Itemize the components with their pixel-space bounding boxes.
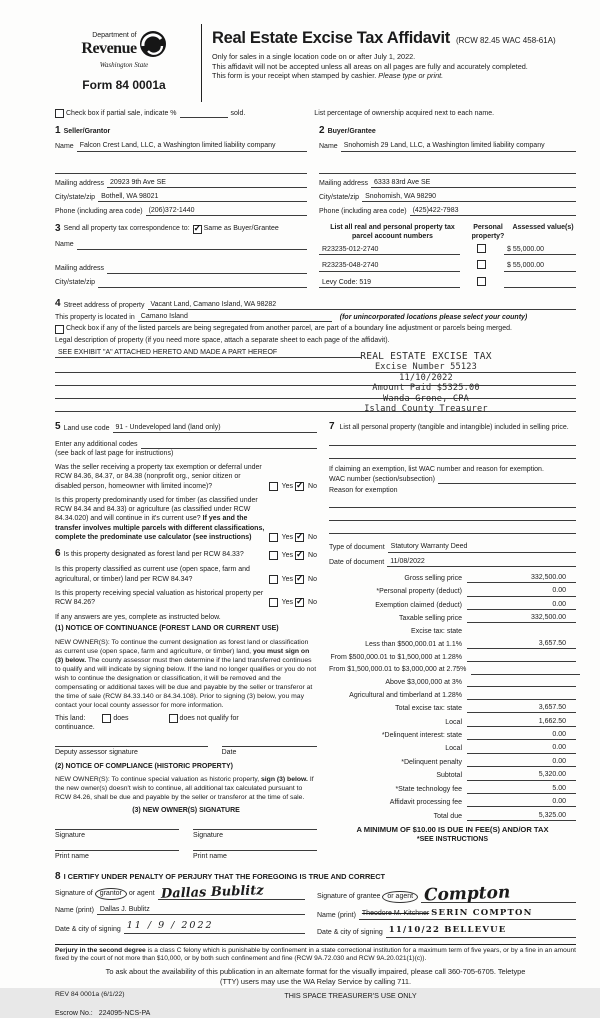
parcel-number-field[interactable]: R23235-048-2740 — [319, 261, 460, 271]
yes-label: Yes — [281, 598, 294, 606]
deputy-assessor-date-field[interactable]: Date — [222, 746, 317, 757]
alternate-format-note: To ask about the availability of this publication in an alternate format for the visually impaired, please call 360-705-6705. Teletype (TTY) users may use the WA Relay Service by calling 711. — [105, 967, 526, 987]
section3-row — [55, 222, 307, 235]
perjury-notice: Perjury in the second degree is a class C felony which is punishable by confinement in a state correctional institution for a maximum term of five years, or by a fine in an amount fixed by the court of not more than $10,000, or by both such confinement and fine (RCW 9A.72.030 and RCW 9A.20.021(1)(c)). — [55, 944, 576, 965]
fee-row-value[interactable]: 0.00 — [467, 586, 576, 596]
partial-sale-checkbox[interactable] — [55, 109, 64, 118]
buyer-phone-field[interactable]: (425)422-7983 — [410, 206, 576, 216]
escrow-number-label: Escrow No.: — [55, 1009, 93, 1017]
exhibit-a-field[interactable]: SEE EXHIBIT "A" ATTACHED HERETO AND MADE A PART HEREOF — [55, 348, 361, 358]
property-address-section — [55, 297, 576, 415]
form-title: Real Estate Excise Tax Affidavit — [212, 29, 451, 47]
if-any-yes-note: If any answers are yes, complete as instructed below. — [55, 614, 221, 622]
fee-row — [329, 678, 576, 688]
no-label: No — [308, 598, 317, 606]
correspondence-mailing-field[interactable] — [107, 264, 307, 274]
fee-row — [329, 743, 576, 753]
fee-row-label: Total excise tax: state — [395, 705, 462, 713]
wac-number-label: WAC number (section/subsection) — [329, 475, 435, 483]
new-owner-signature-field-1[interactable]: Signature — [55, 829, 179, 840]
section5-number: 5 — [55, 420, 61, 432]
seller-name-extra-line[interactable] — [55, 164, 307, 174]
grantee-date-city-label: Date & city of signing — [317, 929, 383, 937]
correspondence-name-field[interactable] — [77, 240, 307, 250]
new-owner-printname-field-1[interactable]: Print name — [55, 850, 179, 861]
new-owner-printname-field-2[interactable]: Print name — [193, 850, 317, 861]
washington-state-label: Washington State — [99, 61, 149, 70]
blank-line[interactable] — [329, 433, 576, 446]
seller-name-field[interactable]: Falcon Crest Land, LLC, a Washington limited liability company — [77, 141, 307, 151]
new-owner-printname-row — [55, 850, 317, 861]
section3-number: 3 — [55, 223, 61, 235]
footer-row — [55, 991, 576, 1001]
rev-form-number: REV 84 0001a (6/1/22) — [55, 991, 125, 999]
yes-no-group — [265, 533, 317, 542]
segregated-parcels-label: Check box if any of the listed parcels are being segregated from another parcel, are part of a boundary line adjustment or parcels being merged. — [66, 325, 512, 333]
grantee-signature-handwriting: Compton — [423, 882, 511, 906]
land-use-code-field[interactable]: 91 - Undeveloped land (land only) — [113, 423, 318, 433]
grantor-circled-word: grantor — [95, 888, 127, 900]
type-of-document-field[interactable]: Statutory Warranty Deed — [388, 542, 576, 552]
fee-row — [329, 627, 576, 636]
fee-row — [329, 600, 576, 610]
buyer-grantee-title: Buyer/Grantee — [327, 128, 376, 136]
section2-number: 2 — [319, 125, 325, 137]
revenue-logo-icon — [139, 30, 167, 61]
form-header — [55, 24, 576, 102]
partial-sale-percent-field[interactable] — [180, 108, 228, 118]
located-in-field[interactable]: Camano Island — [138, 312, 332, 322]
blank-line[interactable] — [55, 386, 576, 399]
q3-no-checkbox[interactable] — [295, 551, 304, 560]
stamp-treasurer-name: Wanda Grone, CPA — [383, 393, 469, 404]
additional-codes-field[interactable] — [141, 439, 318, 449]
see-instructions-note: *SEE INSTRUCTIONS — [416, 835, 489, 843]
blank-line[interactable] — [329, 508, 576, 521]
does-not-label: does not qualify for — [179, 714, 239, 722]
personal-property-section — [329, 420, 576, 433]
seller-phone-field[interactable]: (206)372-1440 — [146, 206, 307, 216]
fee-row-value[interactable]: 0.00 — [467, 743, 576, 753]
partial-sale-label: Check box if partial sale, indicate % — [66, 109, 177, 117]
current-use-question: Is this property classified as current use (open space, farm and agricultural, or timber) land per RCW 84.34? Yes ✓ No — [55, 565, 317, 583]
parcel-row — [319, 277, 576, 288]
fee-row-label: Above $3,000,000 at 3% — [385, 679, 462, 687]
parcel2-personal-property-checkbox[interactable] — [477, 260, 486, 269]
fee-row-label: Gross selling price — [404, 574, 462, 582]
grantor-signature-handwriting: Dallas Bublitz — [160, 883, 264, 902]
fee-row-value[interactable]: 0.00 — [467, 600, 576, 610]
same-as-buyer-label: Same as Buyer/Grantee — [203, 225, 279, 233]
q4-no-checkbox[interactable] — [295, 575, 304, 584]
personal-property-fees-column — [329, 420, 576, 862]
parcel-row — [319, 260, 576, 271]
see-back-note: (see back of last page for instructions) — [55, 449, 174, 457]
fee-row — [329, 613, 576, 623]
fee-row-value[interactable] — [467, 652, 576, 662]
grantor-name-print-label: Name (print) — [55, 907, 94, 915]
blank-line[interactable] — [329, 521, 576, 534]
buyer-city-label: City/state/zip — [319, 193, 360, 201]
buyer-name-field[interactable]: Snohomish 29 Land, LLC, a Washington limited liability company — [341, 141, 576, 151]
grantor-date-city-label: Date & city of signing — [55, 925, 121, 933]
continuance-label: continuance. — [55, 724, 95, 732]
no-label: No — [308, 575, 317, 583]
parcel1-personal-property-checkbox[interactable] — [477, 244, 486, 253]
stamp-date: 11/10/2022 — [399, 372, 453, 383]
stamp-excise-number: Excise Number 55123 — [374, 362, 478, 373]
grantee-signature-block: Signature of grantee or agent Compton Name (print) Theodore M. Kitchner SERIN COMPTON Date & city of signing 11/10/22 BELLEVUE — [317, 883, 576, 938]
fee-row-label: Local — [445, 718, 462, 726]
fee-row-label: Affidavit processing fee — [389, 799, 462, 807]
seller-phone-label: Phone (including area code) — [55, 208, 143, 216]
revenue-logo-block — [55, 24, 202, 102]
form-number: Form 84 0001a — [82, 78, 166, 93]
fee-row — [329, 586, 576, 596]
new-owner-signature-row — [55, 829, 317, 840]
no-label: No — [308, 552, 317, 560]
yes-no-group — [265, 575, 317, 584]
date-of-document-field[interactable]: 11/08/2022 — [387, 557, 576, 567]
correspondence-name-label: Name — [55, 241, 74, 249]
fee-row-value[interactable] — [471, 665, 580, 675]
buyer-city-field[interactable]: Snohomish, WA 98290 — [362, 192, 576, 202]
fee-row-value[interactable]: 5,320.00 — [467, 770, 576, 780]
buyer-phone-label: Phone (including area code) — [319, 208, 407, 216]
buyer-mailing-field[interactable]: 6333 83rd Ave SE — [371, 178, 576, 188]
partial-sale-row — [55, 108, 576, 118]
seller-city-label: City/state/zip — [55, 193, 96, 201]
yes-no-group — [265, 551, 317, 560]
correspondence-city-label: City/state/zip — [55, 279, 96, 287]
personal-property-header: Personal property? — [471, 224, 505, 240]
fee-row-label: *State technology fee — [395, 785, 462, 793]
fee-row-value[interactable]: 5,325.00 — [467, 811, 576, 821]
fee-row-label: *Delinquent penalty — [401, 758, 462, 766]
fee-row-value[interactable]: 1,662.50 — [467, 717, 576, 727]
notice-continuance-body: NEW OWNER(S): To continue the current designation as forest land or classification as current use (open space, farm and agriculture, or timber) land, you must sign on (3) below. The county assessor must then determine if the land transferred continues to qualify and will indicate by signing below. If the land no longer qualifies or you do not wish to continue the designation or classification, it will be removed and the compensating or additional taxes will be due and payable by the seller or transferor at the time of sale (RCW 84.33.140 or 84.34.108). Prior to signing (3) below, you may contact your local county assessor for more information. — [55, 638, 317, 709]
fee-row — [329, 573, 576, 583]
fee-row — [329, 770, 576, 780]
section4-number: 4 — [55, 297, 61, 309]
grantor-name-print-field[interactable]: Dallas J. Bublitz — [97, 905, 305, 915]
treasurer-use-only-label: THIS SPACE TREASURER'S USE ONLY — [284, 991, 417, 1001]
deputy-assessor-signature-field[interactable]: Deputy assessor signature — [55, 746, 208, 757]
fee-row-value[interactable]: 0.00 — [467, 730, 576, 740]
q2-yes-checkbox[interactable] — [269, 533, 278, 542]
fee-row — [329, 691, 576, 701]
does-not-checkbox[interactable] — [169, 714, 178, 723]
parcel-value-field[interactable]: $ 55,000.00 — [504, 261, 576, 271]
street-address-field[interactable]: Vacant Land, Camano Island, WA 98282 — [148, 300, 577, 310]
fee-row-label: Agricultural and timberland at 1.28% — [349, 691, 462, 699]
fee-row-value — [467, 627, 576, 636]
fee-row — [329, 703, 576, 713]
fee-row — [329, 665, 576, 675]
seller-grantor-section — [55, 124, 307, 293]
fee-table — [329, 573, 576, 821]
fee-row — [329, 757, 576, 767]
subtitle-line1: Only for sales in a single location code on or after July 1, 2022. — [212, 51, 416, 61]
q3-yes-checkbox[interactable] — [269, 551, 278, 560]
seller-city-field[interactable]: Bothell, WA 98021 — [98, 192, 307, 202]
fee-row — [329, 784, 576, 794]
wac-number-field[interactable] — [438, 474, 576, 484]
fee-row-value[interactable]: 332,500.00 — [467, 573, 576, 583]
subtitle-line3: This form is your receipt when stamped by cashier. Please type or print. — [212, 71, 444, 81]
fee-row — [329, 717, 576, 727]
seller-grantor-title: Seller/Grantor — [63, 128, 111, 136]
grantee-name-struck: Theodore M. Kitchner — [361, 910, 430, 918]
grantee-date-handwriting: 11/10/22 BELLEVUE — [388, 925, 507, 936]
grantee-signature-field[interactable] — [421, 882, 576, 906]
notice-continuance-title: (1) NOTICE OF CONTINUANCE (FOREST LAND OR CURRENT USE) — [55, 625, 279, 633]
fee-row-label: From $500,000.01 to $1,500,000 at 1.28% — [330, 653, 462, 661]
minimum-due-note: A MINIMUM OF $10.00 IS DUE IN FEE(S) AND/OR TAX — [356, 824, 549, 834]
street-address-label: Street address of property — [63, 301, 145, 309]
yes-label: Yes — [281, 482, 294, 490]
parcel-row — [319, 244, 576, 255]
seller-name-label: Name — [55, 143, 74, 151]
agent-circled-word: or agent — [382, 891, 418, 903]
timber-agriculture-question: Is this property predominantly used for timber (as classified under RCW 84.34 and 84.33) or agriculture (as classified under RCW 84.34.020) and will continue in it's current use? If yes and the transfer involves multiple parcels with different classifications, complete the predominate use calculator (see instructions) Yes ✓ No — [55, 496, 317, 542]
fee-row-label: Local — [445, 745, 462, 753]
blank-line[interactable] — [329, 495, 576, 508]
q5-yes-checkbox[interactable] — [269, 598, 278, 607]
subtitle-line2: This affidavit will not be accepted unless all areas on all pages are fully and accurately completed. — [212, 61, 528, 71]
grantee-date-city-field[interactable] — [386, 925, 576, 937]
stamp-title: REAL ESTATE EXCISE TAX — [360, 350, 492, 362]
personal-property-label: List all personal property (tangible and intangible) included in selling price. — [339, 423, 569, 431]
fee-row-value[interactable]: 5.00 — [467, 784, 576, 794]
fee-row-label: *Delinquent interest: state — [381, 732, 462, 740]
dept-of-label: Department of — [92, 32, 137, 40]
fee-row-label: Total due — [433, 812, 462, 820]
q2-no-checkbox[interactable] — [295, 533, 304, 542]
does-label: does — [113, 714, 129, 722]
section7-number: 7 — [329, 420, 335, 432]
parcel-number-field[interactable]: Levy Code: 519 — [319, 278, 460, 288]
yes-no-group — [265, 482, 317, 491]
type-of-document-label: Type of document — [329, 544, 385, 552]
fee-row — [329, 811, 576, 821]
yes-no-group — [265, 598, 317, 607]
fee-row-value[interactable]: 0.00 — [467, 797, 576, 807]
stamp-treasurer-title: Island County Treasurer — [364, 404, 488, 415]
no-label: No — [308, 482, 317, 490]
seller-mailing-label: Mailing address — [55, 179, 105, 187]
correspondence-label: Send all property tax correspondence to: — [63, 225, 190, 233]
section1-number: 1 — [55, 125, 61, 137]
grantor-signature-block: Signature of grantor or agent Dallas Bublitz Name (print) Dallas J. Bublitz Date & city of signing 11 / 9 / 2022 — [55, 883, 305, 938]
fee-row-label: Excise tax: state — [411, 627, 462, 635]
q1-no-checkbox[interactable] — [295, 482, 304, 491]
grantee-name-print-label: Name (print) — [317, 912, 356, 920]
form-title-code: (RCW 82.45 WAC 458-61A) — [455, 36, 556, 45]
notice-compliance-title: (2) NOTICE OF COMPLIANCE (HISTORIC PROPERTY) — [55, 762, 233, 770]
fee-row-label: Taxable selling price — [398, 615, 462, 623]
fee-row-value[interactable]: 3,657.50 — [467, 639, 576, 649]
additional-codes-label: Enter any additional codes — [55, 440, 138, 448]
buyer-grantee-section — [319, 124, 576, 293]
same-as-buyer-checkbox[interactable] — [193, 225, 202, 234]
certify-statement: I CERTIFY UNDER PENALTY OF PERJURY THAT THE FOREGOING IS TRUE AND CORRECT — [63, 871, 386, 881]
located-in-label: This property is located in — [55, 314, 135, 322]
fee-row-value[interactable]: 3,657.50 — [467, 703, 576, 713]
fee-row-label: Subtotal — [436, 772, 462, 780]
notice-compliance-body: NEW OWNER(S): To continue special valuation as historic property, sign (3) below. If the new owner(s) doesn't wish to continue, all additional tax calculated pursuant to RCW 84.26, shall be due and payable by the seller or transferor at the time of sale. — [55, 775, 314, 801]
seller-mailing-field[interactable]: 20923 9th Ave SE — [107, 178, 307, 188]
fee-row — [329, 639, 576, 649]
exemption-deferral-question: Was the seller receiving a property tax exemption or deferral under RCW 84.36, 84.37, or 84.38 (nonprofit org., senior citizen or disabled person, homeowner with limited income)? Yes ✓ No — [55, 463, 317, 491]
type-or-print-note: Please type or print. — [378, 71, 444, 81]
section8-number: 8 — [55, 870, 61, 882]
yes-label: Yes — [281, 533, 294, 541]
grantor-signature-field[interactable] — [158, 883, 305, 902]
blank-line[interactable] — [55, 373, 576, 386]
land-qualify-row — [55, 714, 317, 723]
grantee-name-handwriting: SERIN COMPTON — [431, 908, 533, 919]
land-use-code-label: Land use code — [63, 424, 110, 432]
correspondence-mailing-label: Mailing address — [55, 265, 105, 273]
does-checkbox[interactable] — [102, 714, 111, 723]
fee-row — [329, 652, 576, 662]
deputy-assessor-row — [55, 746, 317, 757]
correspondence-city-field[interactable] — [98, 278, 307, 288]
sold-label: sold. — [230, 109, 246, 117]
parcel-value-field[interactable]: $ 55,000.00 — [504, 245, 576, 255]
fee-row-value[interactable] — [467, 691, 576, 701]
assessed-value-header: Assessed value(s) — [512, 224, 574, 232]
grantor-date-handwriting: 11 / 9 / 2022 — [126, 920, 214, 932]
fee-row — [329, 797, 576, 807]
buyer-name-extra-line[interactable] — [319, 164, 576, 174]
yes-label: Yes — [281, 552, 294, 560]
fee-row-value[interactable]: 0.00 — [467, 757, 576, 767]
no-label: No — [308, 533, 317, 541]
q5-no-checkbox[interactable] — [295, 598, 304, 607]
parcel-numbers-header: List all real and personal property tax parcel account numbers — [330, 224, 455, 240]
blank-line[interactable] — [329, 446, 576, 459]
land-use-section — [55, 420, 317, 433]
grantor-date-city-field[interactable] — [124, 920, 305, 934]
buyer-name-label: Name — [319, 143, 338, 151]
legal-description-label: Legal description of property (if you need more space, attach a separate sheet to each page of the affidavit). — [55, 337, 390, 345]
segregated-parcels-checkbox[interactable] — [55, 325, 64, 334]
historic-property-question: Is this property receiving special valuation as historical property per RCW 84.26? Yes ✓ No — [55, 589, 317, 607]
new-owners-signature-title: (3) NEW OWNER(S) SIGNATURE — [132, 806, 240, 814]
stamp-amount-paid: Amount Paid $5325.00 — [372, 383, 480, 394]
section6-number: 6 — [55, 548, 61, 560]
fee-row-value[interactable] — [467, 678, 576, 688]
fee-row-value[interactable]: 332,500.00 — [467, 613, 576, 623]
fee-row-label: *Personal property (deduct) — [376, 588, 462, 596]
grantee-name-print-field[interactable] — [359, 908, 576, 920]
yes-label: Yes — [281, 575, 294, 583]
date-of-document-label: Date of document — [329, 558, 385, 566]
exemption-note: If claiming an exemption, list WAC number and reason for exemption. — [329, 465, 544, 473]
blank-line[interactable] — [55, 360, 576, 373]
fee-row-label: From $1,500,000.01 to $3,000,000 at 2.75% — [329, 666, 467, 674]
fee-row-label: Less than $500,000.01 at 1.1% — [365, 641, 462, 649]
blank-line[interactable] — [55, 399, 576, 412]
parcel-table — [319, 224, 576, 287]
this-land-label: This land: — [55, 714, 86, 722]
new-owner-signature-field-2[interactable]: Signature — [193, 829, 317, 840]
q4-yes-checkbox[interactable] — [269, 575, 278, 584]
forest-land-question: 6 Is this property designated as forest land per RCW 84.33? Yes ✓ No — [55, 547, 317, 560]
county-note: (for unincorporated locations please select your county) — [339, 314, 528, 322]
q1-yes-checkbox[interactable] — [269, 482, 278, 491]
revenue-wordmark: Revenue — [81, 39, 137, 57]
reason-exemption-label: Reason for exemption — [329, 487, 398, 495]
buyer-mailing-label: Mailing address — [319, 179, 369, 187]
escrow-number-value: 224095-NCS-PA — [98, 1009, 151, 1017]
parcel-number-field[interactable]: R23235-012-2740 — [319, 245, 460, 255]
ownership-percentage-note: List percentage of ownership acquired next to each name. — [314, 109, 495, 117]
fee-row-label: Exemption claimed (deduct) — [375, 601, 462, 609]
parcel3-personal-property-checkbox[interactable] — [477, 277, 486, 286]
certification-section — [55, 870, 576, 938]
fee-row — [329, 730, 576, 740]
parcel-value-field[interactable] — [504, 278, 576, 288]
escrow-number-row — [55, 1009, 576, 1018]
